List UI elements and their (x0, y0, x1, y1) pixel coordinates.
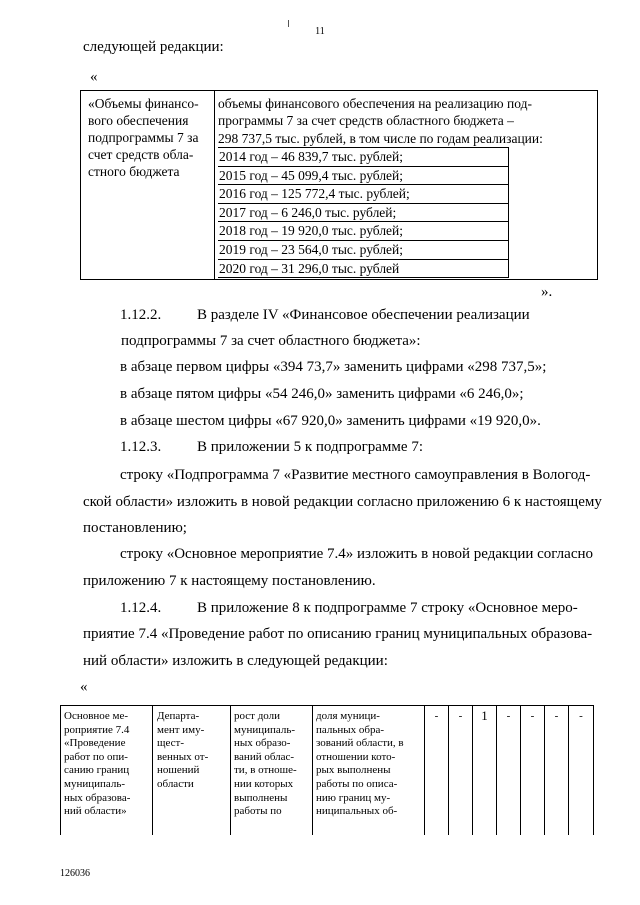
cell-line: нии которых (234, 777, 294, 790)
table-divider (214, 91, 215, 279)
label-line: вого обеспечения (88, 113, 189, 128)
cell-line: ний области» (64, 805, 127, 818)
year-row: 2019 год – 23 564,0 тыс. рублей; (218, 240, 508, 259)
text-line: программы 7 за счет средств областного бюджета – (218, 113, 514, 129)
para-1-12-2-line2: подпрограммы 7 за счет областного бюджета»: (121, 333, 421, 349)
label-line: подпрограммы 7 за (88, 130, 199, 145)
value-col-7 (569, 706, 593, 835)
para-1-12-2-line1: В разделе IV «Финансовое обеспечении реализации (197, 307, 530, 323)
funding-table-label (88, 95, 199, 180)
intro-line: следующей редакции: (83, 39, 224, 55)
value-col-2 (449, 706, 473, 835)
para-number-1-12-2: 1.12.2. (120, 307, 162, 323)
para-1-12-3-b-line1: строку «Основное мероприятие 7.4» изложить в новой редакции согласно (120, 546, 593, 562)
year-row: 2014 год – 46 839,7 тыс. рублей; (218, 147, 508, 166)
cell-line: пальных обра- (316, 723, 385, 736)
measure-table (60, 705, 594, 835)
para-1-12-4-line3: ний области» изложить в следующей редакции: (83, 653, 388, 669)
cell-line: ти, в отноше- (234, 764, 297, 777)
para-1-12-3-a-line3: постановлению; (83, 520, 187, 536)
year-row: 2018 год – 19 920,0 тыс. рублей; (218, 221, 508, 240)
para-1-12-3-b-line2: приложению 7 к настоящему постановлению. (83, 573, 376, 589)
para-1-12-2-item2: в абзаце пятом цифры «54 246,0» заменить цифрами «6 246,0»; (120, 386, 524, 402)
value-cell: 1 (481, 708, 488, 723)
text-line: 298 737,5 тыс. рублей, в том числе по годам реализации: (218, 130, 543, 146)
cell-line: ваний облас- (234, 750, 295, 763)
value-cell: - (458, 710, 463, 722)
value-col-1 (425, 706, 449, 835)
year-row: 2015 год – 45 099,4 тыс. рублей; (218, 166, 508, 185)
cell-line: венных от- (157, 750, 209, 763)
para-1-12-2-item3: в абзаце шестом цифры «67 920,0» заменить цифрами «19 920,0». (120, 413, 541, 429)
label-line: «Объемы финансо- (88, 96, 199, 111)
open-quote-1: « (90, 69, 98, 85)
value-col-4 (497, 706, 521, 835)
value-cell: - (434, 710, 439, 722)
cell-line: рых выполнены (316, 764, 391, 777)
cell-line: ниципальных об- (316, 805, 398, 818)
para-number-1-12-3: 1.12.3. (120, 439, 162, 455)
year-row: 2016 год – 125 772,4 тыс. рублей; (218, 184, 508, 203)
measure-col-result (231, 706, 313, 835)
value-col-3 (473, 706, 497, 835)
cell-line: Департа- (157, 710, 200, 722)
cell-line: роприятие 7.4 (64, 723, 130, 736)
year-row: 2017 год – 6 246,0 тыс. рублей; (218, 203, 508, 222)
value-col-5 (521, 706, 545, 835)
cell-line: щест- (157, 737, 184, 750)
cell-line: работы по (234, 805, 282, 818)
funding-table (80, 90, 598, 280)
cell-line: муниципаль- (64, 777, 126, 790)
cell-line: ных образо- (234, 737, 291, 750)
value-cell: - (506, 710, 511, 722)
cell-line: области (157, 777, 194, 790)
value-cell: - (554, 710, 559, 722)
close-quote-1: ». (541, 284, 553, 300)
para-1-12-2-item1: в абзаце первом цифры «394 73,7» заменить цифрами «298 737,5»; (120, 359, 547, 375)
measure-col-indicator (313, 706, 425, 835)
funding-years-list (218, 147, 509, 278)
cell-line: «Проведение (64, 737, 126, 750)
text-line: объемы финансового обеспечения на реализацию под- (218, 96, 532, 111)
cell-line: отношении кото- (316, 750, 396, 763)
value-col-6 (545, 706, 569, 835)
label-line: счет средств обла- (88, 147, 194, 162)
cell-line: санию границ (64, 764, 130, 777)
open-quote-2: « (80, 679, 88, 695)
document-code: 126036 (60, 868, 90, 879)
cell-line: рост доли (234, 710, 281, 722)
year-row: 2020 год – 31 296,0 тыс. рублей (218, 259, 508, 279)
para-1-12-3-line1: В приложении 5 к подпрограмме 7: (197, 439, 423, 455)
value-cell: - (579, 710, 583, 722)
cell-line: Основное ме- (64, 710, 129, 722)
cell-line: ных образова- (64, 791, 131, 804)
para-1-12-4-line1: В приложение 8 к подпрограмме 7 строку «Основное меро- (197, 600, 578, 616)
para-1-12-3-a-line1: строку «Подпрограмма 7 «Развитие местного самоуправления в Вологод- (120, 467, 591, 483)
funding-table-text (218, 95, 543, 147)
cell-line: зований области, в (316, 737, 404, 750)
para-1-12-3-a-line2: ской области» изложить в новой редакции согласно приложению 6 к настоящему (83, 494, 602, 510)
cell-line: ношений (157, 764, 200, 777)
cell-line: нию границ му- (316, 791, 391, 804)
cell-line: доля муници- (316, 710, 380, 722)
cell-line: работы по описа- (316, 777, 398, 790)
para-number-1-12-4: 1.12.4. (120, 600, 162, 616)
label-line: стного бюджета (88, 164, 180, 179)
para-1-12-4-line2: приятие 7.4 «Проведение работ по описанию границ муниципальных образова- (83, 626, 593, 642)
page-number: 11 (315, 26, 325, 37)
cell-line: работ по опи- (64, 750, 128, 763)
measure-col-executor (153, 706, 231, 835)
measure-col-name (61, 706, 153, 835)
cell-line: выполнены (234, 791, 288, 804)
cell-line: мент иму- (157, 723, 205, 736)
cell-line: муниципаль- (234, 723, 296, 736)
value-cell: - (530, 710, 535, 722)
